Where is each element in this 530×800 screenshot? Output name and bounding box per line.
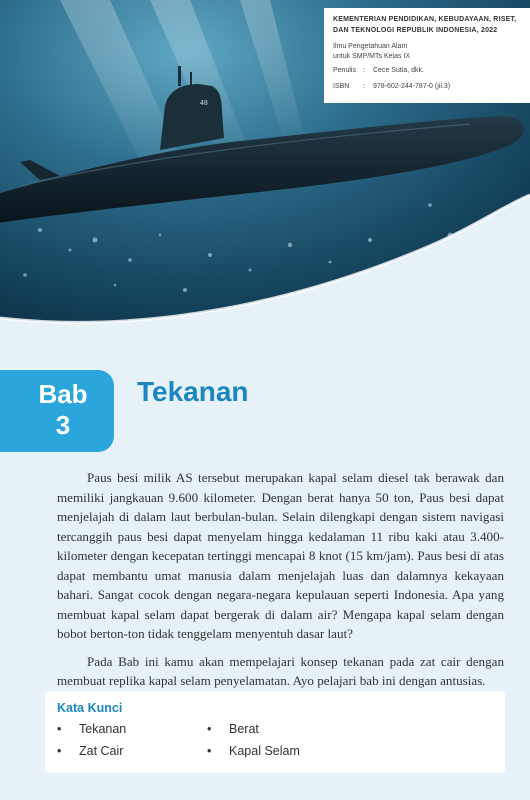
keyword-item: [207, 744, 300, 758]
bullet-icon: •: [207, 744, 212, 758]
keyword-item: [57, 744, 123, 758]
keyword-item: [207, 722, 259, 736]
publisher-ministry: KEMENTERIAN PENDIDIKAN, KEBUDAYAAN, RISET, DAN TEKNOLOGI REPUBLIK INDONESIA, 2022: [333, 16, 517, 34]
publication-info-box: [324, 8, 530, 103]
sail-number: 48: [200, 100, 208, 107]
keyword-text: Zat Cair: [79, 744, 124, 758]
keyword-item: [57, 722, 126, 736]
bullet-icon: •: [57, 744, 62, 758]
chapter-label: Bab: [38, 379, 88, 409]
book-title-line: Ilmu Pengetahuan Alam: [333, 43, 408, 50]
isbn-separator: :: [363, 82, 365, 90]
keyword-text: Kapal Selam: [229, 744, 300, 758]
author-label: Penulis: [333, 67, 356, 74]
chapter-tab: [0, 370, 114, 452]
author-separator: :: [363, 67, 365, 74]
book-title: [333, 42, 522, 61]
bullet-icon: •: [57, 722, 62, 736]
author-row: [333, 66, 522, 76]
keyword-text: Berat: [229, 722, 259, 736]
isbn-row: [333, 82, 522, 92]
author-value: Cece Sutia, dkk.: [373, 67, 424, 74]
chapter-number: 3: [55, 410, 71, 440]
intro-paragraph-2: Pada Bab ini kamu akan mempelajari konsep tekanan pada zat cair dengan membuat replika kapal selam penyelamatan. Ayo pelajari bab ini dengan antusias.: [57, 653, 504, 688]
intro-paragraph-1: Paus besi milik AS tersebut merupakan kapal selam diesel tak berawak dan memiliki jangkauan 9.600 kilometer. Dengan berat hanya 50 ton, Paus besi dapat menjelajah di dalam laut berbulan-bulan. Selain dilengkapi dengan sistem navigasi tercanggih paus besi dapat menyelam hingga kedalaman 11 ribu kaki atau 3.400-kilometer dengan kecepatan tertinggi mencapai 8 knot (15 km/jam). Paus besi di atas dapat membantu umat manusia dalam menjelajah luas dan dalamnya kekayaan bahari. Sangat cocok dengan negara-negara kepulauan seperti Indonesia. Apa yang membuat kapal selam dapat bergerak di dalam air? Mengapa kapal selam dengan bobot berton-ton tidak tenggelam menyentuh dasar laut?: [57, 470, 504, 641]
keyword-text: Tekanan: [79, 722, 127, 736]
keywords-title: Kata Kunci: [57, 701, 123, 715]
chapter-title: Tekanan: [137, 376, 249, 407]
bullet-icon: •: [207, 722, 212, 736]
isbn-label: ISBN: [333, 82, 350, 90]
book-subtitle-line: untuk SMP/MTs Kelas IX: [333, 52, 411, 60]
isbn-value: 978-602-244-787-0 (jil.3): [373, 82, 451, 90]
keywords-box: [45, 691, 505, 773]
intro-text: [57, 468, 504, 691]
